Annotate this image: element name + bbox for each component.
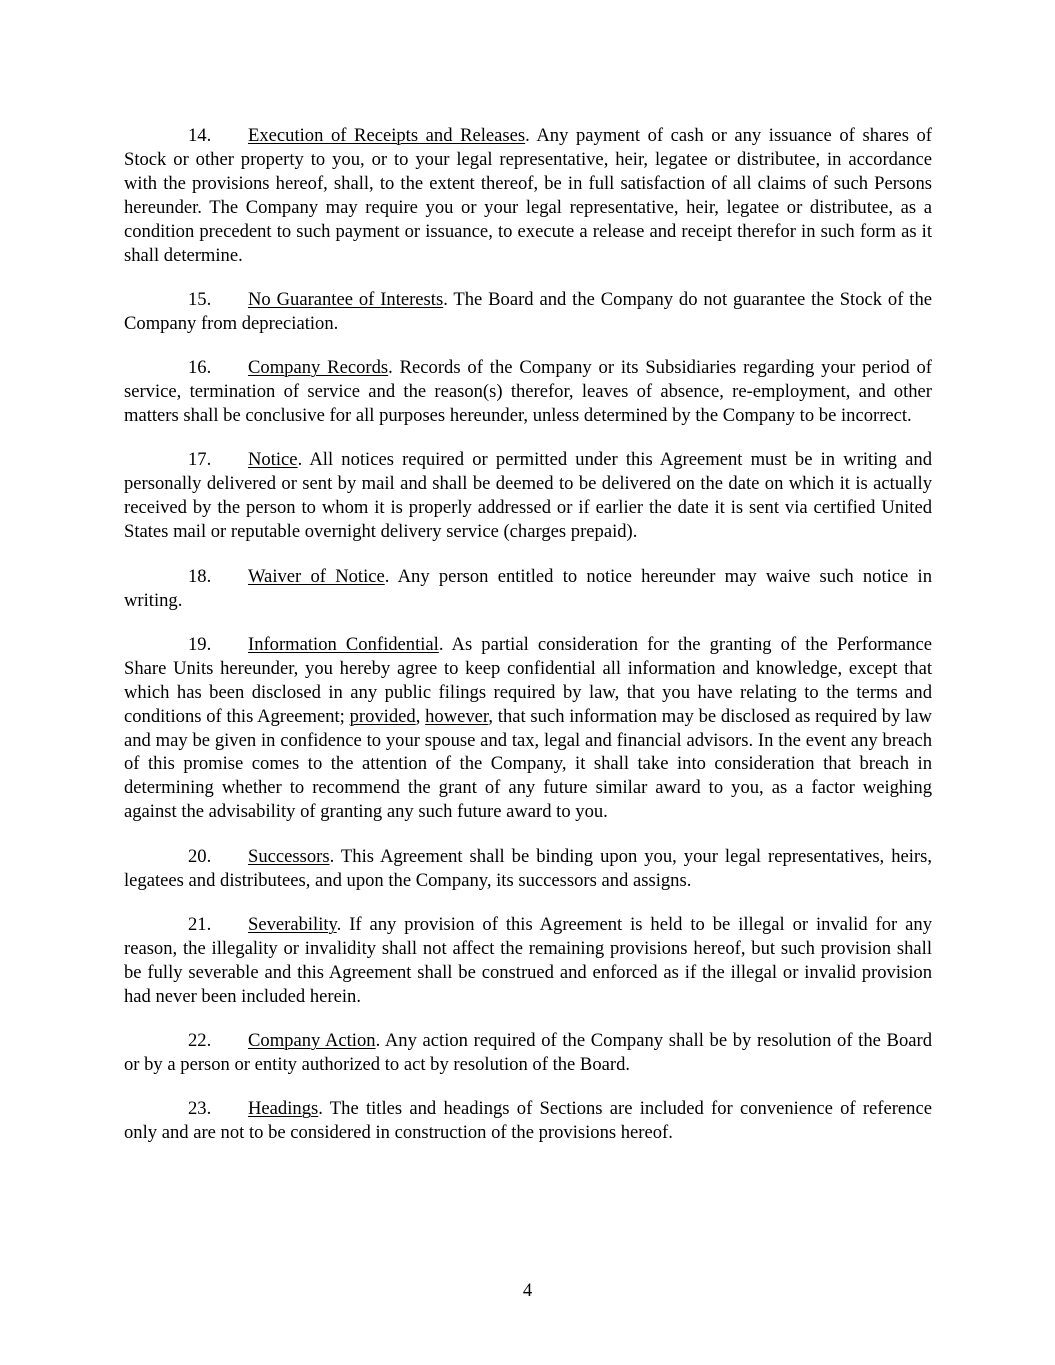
section-number: 14. bbox=[188, 125, 212, 146]
section-heading: Waiver of Notice bbox=[248, 565, 385, 587]
section-text: , bbox=[415, 705, 426, 727]
section-text: , that such information may be disclosed as required by law and may be given in confidence to your spouse and tax, legal and financial advisors. In the event any breach of this promise comes to the attention of the Company, it shall take into consideration that breach in determining whether to recommend the grant of any future similar award to you, as a factor weighing against the advisability of granting any such future award to you. bbox=[124, 705, 932, 823]
section-text: . All notices required or permitted under this Agreement must be in writing and personally delivered or sent by mail and shall be deemed to be delivered on the date on which it is actually received by the person to whom it is properly addressed or if earlier the date it is sent via certified United States mail or reputable overnight delivery service (charges prepaid). bbox=[124, 449, 932, 543]
section-heading: Headings bbox=[248, 1098, 319, 1120]
section-number: 22. bbox=[188, 1030, 212, 1052]
section-20 bbox=[124, 845, 932, 893]
section-number: 21. bbox=[188, 913, 212, 935]
section-heading: No Guarantee of Interests bbox=[248, 288, 444, 310]
section-number: 20. bbox=[188, 845, 212, 867]
section-number: 18. bbox=[188, 565, 212, 587]
section-text: . Any payment of cash or any issuance of shares of Stock or other property to you, or to your legal representative, heir, legatee or distributee, in accordance with the provisions hereof, shall, to the extent thereof, be in full satisfaction of all claims of such Persons hereunder. The Company may require you or your legal representative, heir, legatee or distributee, as a condition precedent to such payment or issuance, to execute a release and receipt therefor in such form as it shall determine. bbox=[124, 125, 933, 266]
however-term: however bbox=[425, 705, 489, 727]
section-23 bbox=[124, 1097, 932, 1145]
section-number: 23. bbox=[188, 1098, 212, 1120]
section-heading: Execution of Receipts and Releases bbox=[248, 125, 526, 146]
section-heading: Severability bbox=[248, 913, 337, 935]
section-number: 16. bbox=[188, 357, 212, 379]
section-heading: Company Records bbox=[248, 357, 389, 379]
section-heading: Successors bbox=[248, 845, 330, 867]
section-text: . Records of the Company or its Subsidiaries regarding your period of service, termination of service and the reason(s) therefor, leaves of absence, re-employment, and other matters shall be conclusive for all purposes hereunder, unless determined by the Company to be incorrect. bbox=[124, 357, 932, 427]
section-number: 19. bbox=[188, 633, 212, 655]
section-text: . Any person entitled to notice hereunder may waive such notice in writing. bbox=[124, 565, 932, 611]
section-14 bbox=[124, 124, 932, 267]
section-text: . If any provision of this Agreement is held to be illegal or invalid for any reason, the illegality or invalidity shall not affect the remaining provisions hereof, but such provision shall be fully severable and this Agreement shall be construed and enforced as if the illegal or invalid provision had never been included herein. bbox=[124, 913, 932, 1007]
section-16 bbox=[124, 356, 932, 428]
provided-term: provided bbox=[349, 705, 416, 727]
section-22 bbox=[124, 1029, 932, 1077]
section-heading: Information Confidential bbox=[248, 633, 439, 655]
section-number: 17. bbox=[188, 449, 212, 471]
document-body bbox=[124, 124, 932, 1166]
section-21 bbox=[124, 913, 932, 1009]
section-text: . The titles and headings of Sections are included for convenience of reference only and are not to be considered in construction of the provisions hereof. bbox=[124, 1098, 932, 1144]
section-19 bbox=[124, 633, 932, 824]
section-heading: Notice bbox=[248, 449, 298, 471]
section-text: . The Board and the Company do not guarantee the Stock of the Company from depreciation. bbox=[124, 288, 932, 334]
section-text: . This Agreement shall be binding upon you, your legal representatives, heirs, legatees and distributees, and upon the Company, its successors and assigns. bbox=[124, 845, 932, 891]
page-number: 4 bbox=[522, 1280, 533, 1301]
section-17 bbox=[124, 448, 932, 544]
section-text: . As partial consideration for the granting of the Performance Share Units hereunder, you hereby agree to keep confidential all information and knowledge, except that which has been disclosed in any public filings required by law, that you have relating to the terms and conditions of this Agreement; bbox=[124, 633, 932, 727]
section-15 bbox=[124, 288, 932, 336]
section-heading: Company Action bbox=[248, 1030, 376, 1052]
section-18 bbox=[124, 565, 932, 613]
section-number: 15. bbox=[188, 288, 212, 310]
section-text: . Any action required of the Company shall be by resolution of the Board or by a person or entity authorized to act by resolution of the Board. bbox=[124, 1030, 932, 1075]
